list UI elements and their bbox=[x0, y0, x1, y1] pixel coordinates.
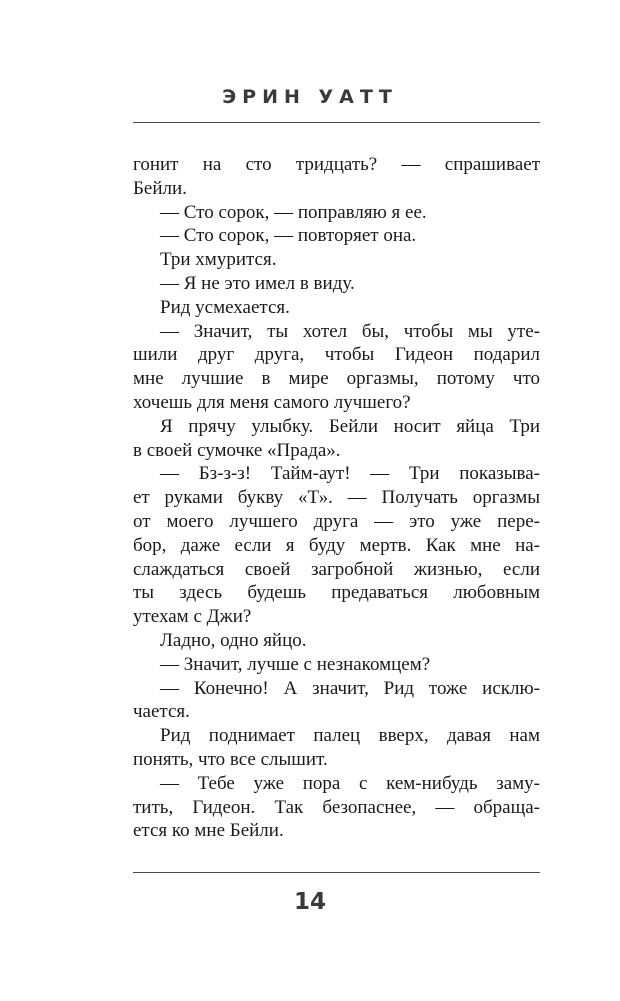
text-line: Я прячу улыбку. Бейли носит яйца Три bbox=[160, 415, 540, 437]
text-line: — Бз-з-з! Тайм-аут! — Три показыва- bbox=[160, 463, 540, 485]
text-line: шили друг друга, чтобы Гидеон подарил bbox=[133, 344, 540, 366]
text-line: Рид усмехается. bbox=[160, 296, 290, 318]
footer-rule bbox=[133, 872, 540, 873]
text-line: ется ко мне Бейли. bbox=[133, 820, 284, 842]
text-line: тить, Гидеон. Так безопаснее, — обраща- bbox=[133, 796, 540, 818]
header-rule bbox=[133, 122, 540, 123]
text-line: ты здесь будешь предаваться любовным bbox=[133, 582, 540, 604]
page-number: 14 bbox=[293, 889, 326, 915]
text-line: чается. bbox=[133, 701, 190, 723]
text-line: мне лучшие в мире оргазмы, потому что bbox=[133, 368, 540, 390]
text-line: слаждаться своей загробной жизнью, если bbox=[133, 558, 540, 580]
text-line: Ладно, одно яйцо. bbox=[160, 629, 307, 651]
text-line: утехам с Джи? bbox=[133, 606, 252, 628]
text-line: хочешь для меня самого лучшего? bbox=[133, 391, 411, 413]
text-line: Бейли. bbox=[133, 177, 187, 199]
text-line: гонит на сто тридцать? — спрашивает bbox=[133, 154, 540, 175]
text-line: — Сто сорок, — поправляю я ее. bbox=[160, 201, 427, 223]
text-line: понять, что все слышит. bbox=[133, 748, 328, 770]
text-line: в своей сумочке «Прада». bbox=[133, 439, 341, 461]
text-line: — Значит, лучше с незнакомцем? bbox=[160, 653, 431, 675]
text-line: бор, даже если я буду мертв. Как мне на- bbox=[133, 534, 540, 556]
text-line: ет руками букву «Т». — Получать оргазмы bbox=[133, 487, 540, 509]
body-text bbox=[133, 153, 540, 843]
text-line: — Я не это имел в виду. bbox=[160, 272, 355, 294]
text-line: Три хмурится. bbox=[160, 249, 277, 271]
running-header-author: ЭРИН УАТТ bbox=[222, 86, 398, 108]
text-line: — Конечно! А значит, Рид тоже исклю- bbox=[160, 677, 540, 699]
text-line: — Значит, ты хотел бы, чтобы мы уте- bbox=[160, 320, 540, 342]
text-line: от моего лучшего друга — это уже пере- bbox=[133, 510, 540, 532]
text-line: — Сто сорок, — повторяет она. bbox=[160, 225, 417, 247]
text-line: — Тебе уже пора с кем-нибудь заму- bbox=[160, 772, 540, 794]
text-line: Рид поднимает палец вверх, давая нам bbox=[160, 725, 540, 747]
